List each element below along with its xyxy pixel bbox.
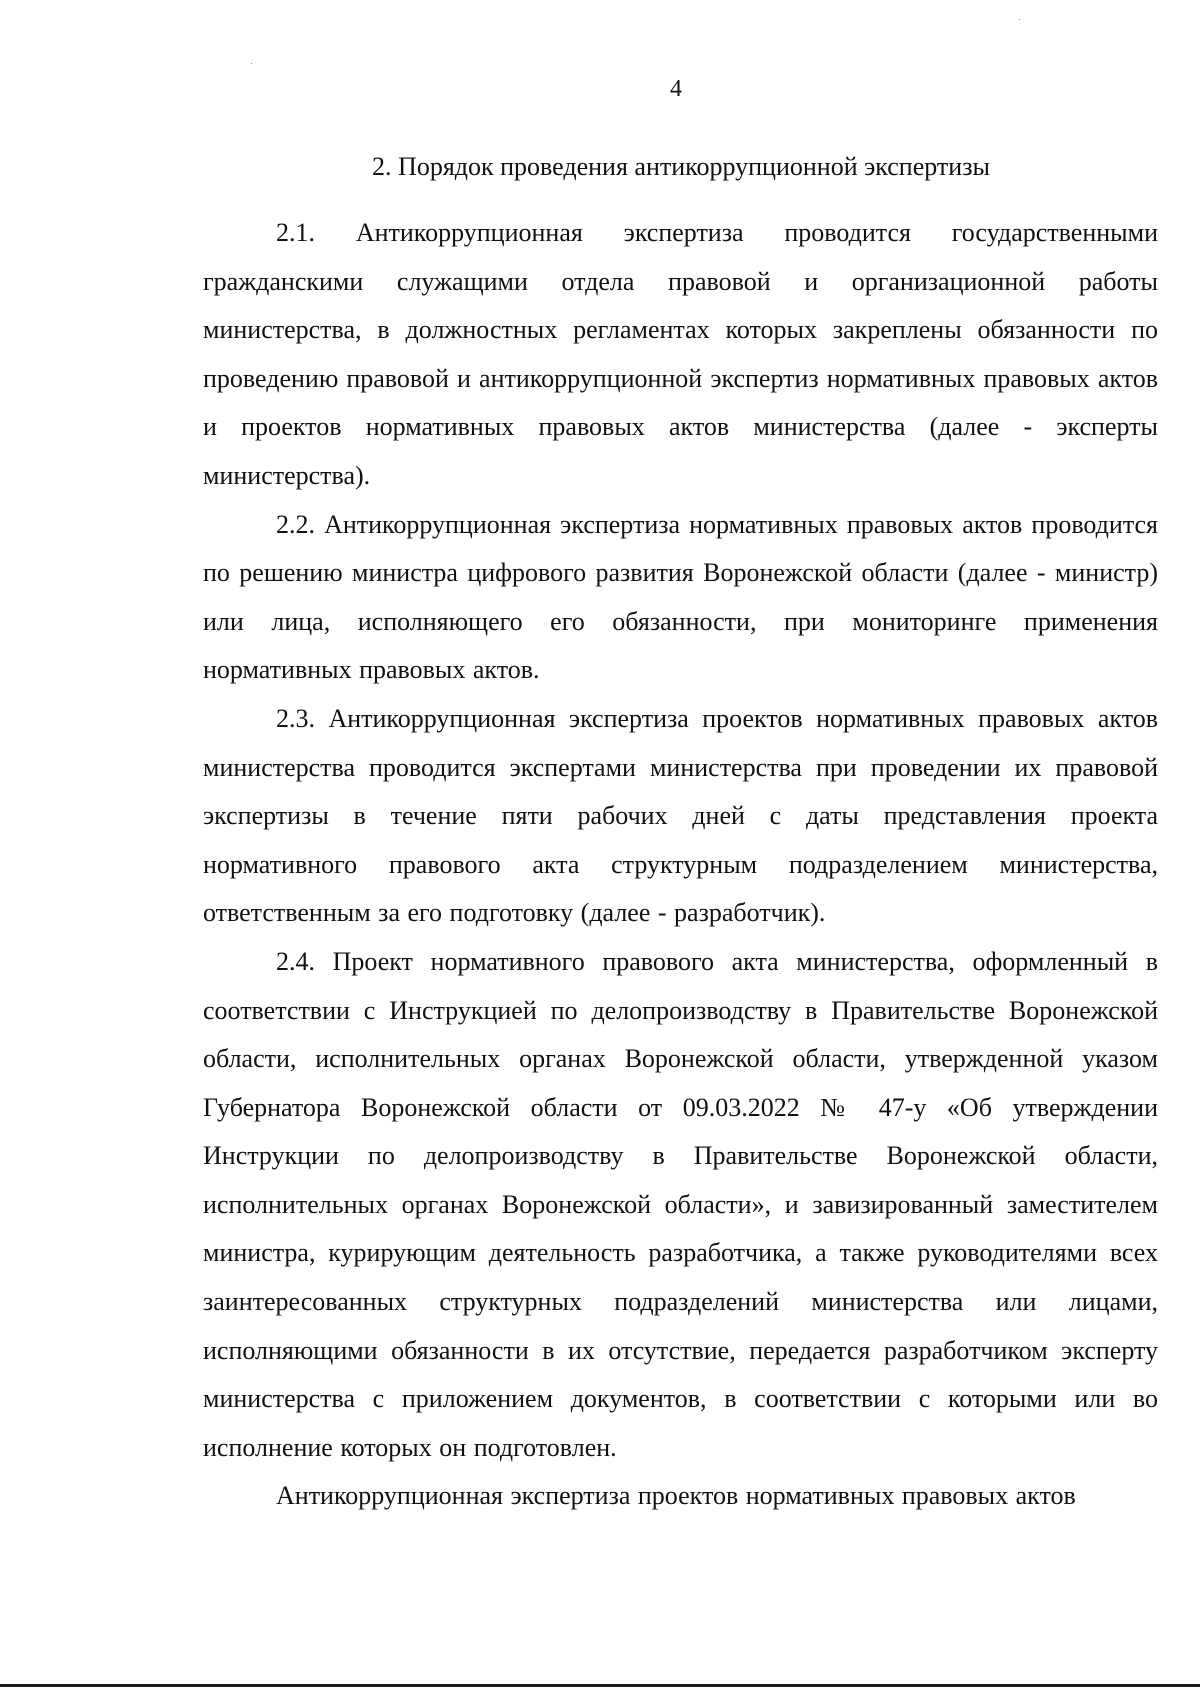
scan-speck bbox=[1019, 19, 1020, 20]
document-body bbox=[203, 209, 1158, 1521]
section-heading: 2. Порядок проведения антикоррупционной экспертизы bbox=[372, 152, 990, 181]
page-number: 4 bbox=[670, 76, 682, 102]
page-bottom-edge bbox=[0, 1684, 1200, 1687]
paragraph-continuation: Антикоррупционная экспертиза проектов нормативных правовых актов bbox=[276, 1481, 1076, 1511]
paragraph-2-3: 2.3. Антикоррупционная экспертиза проектов нормативных правовых актов министерства проводится экспертами министерства при проведении их правовой экспертизы в течение пяти рабочих дней с даты представления проекта нормативного правового акта структурным подразделением министерства, ответственным за его подготовку (далее - разработчик). bbox=[203, 703, 1158, 928]
paragraph-2-2: 2.2. Антикоррупционная экспертиза нормативных правовых актов проводится по решению министра цифрового развития Воронежской области (далее - министр) или лица, исполняющего его обязанности, при мониторинге применения нормативных правовых актов. bbox=[203, 509, 1158, 685]
paragraph-2-4: 2.4. Проект нормативного правового акта министерства, оформленный в соответствии с Инструкцией по делопроизводству в Правительстве Воронежской области, исполнительных органах Воронежской области, утвержденной указом Губернатора Воронежской области от 09.03.2022 № 47-у «Об утверждении Инструкции по делопроизводству в Правительстве Воронежской области, исполнительных органах Воронежской области», и завизированный заместителем министра, курирующим деятельность разработчика, а также руководителями всех заинтересованных структурных подразделений министерства или лицами, исполняющими обязанности в их отсутствие, передается разработчиком эксперту министерства с приложением документов, в соответствии с которыми или во исполнение которых он подготовлен. bbox=[203, 946, 1158, 1462]
scan-speck bbox=[251, 63, 252, 64]
paragraph-2-1: 2.1. Антикоррупционная экспертиза проводится государственными гражданскими служащими отдела правовой и организационной работы министерства, в должностных регламентах которых закреплены обязанности по проведению правовой и антикоррупционной экспертиз нормативных правовых актов и проектов нормативных правовых актов министерства (далее - эксперты министерства). bbox=[203, 218, 1158, 490]
